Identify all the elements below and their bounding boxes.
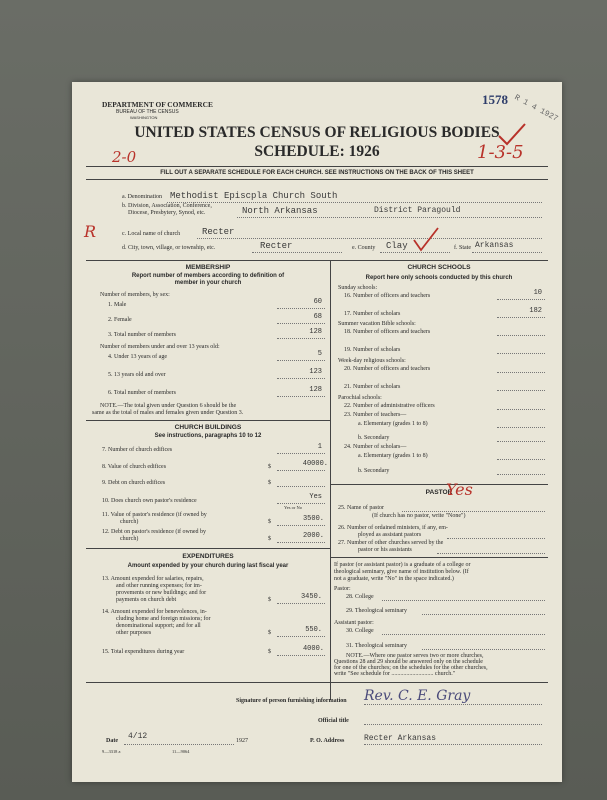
edifices-value: 1 bbox=[317, 443, 322, 451]
over-13-label: 5. 13 years old and over bbox=[108, 372, 166, 378]
buildings-title: CHURCH BUILDINGS bbox=[174, 424, 242, 431]
handwritten-left: 2-0 bbox=[112, 148, 137, 166]
edifice-value: 40000. bbox=[302, 460, 328, 468]
header-rule-2 bbox=[86, 179, 548, 180]
state-value: Arkansas bbox=[475, 241, 514, 250]
handwritten-yes: Yes bbox=[446, 480, 473, 499]
date-label: Date bbox=[106, 738, 118, 744]
county-value: Clay bbox=[386, 241, 408, 251]
pastor-title: PASTOR bbox=[425, 489, 453, 496]
bureau-label: BUREAU OF THE CENSUS bbox=[116, 109, 179, 115]
state-label: f. State bbox=[454, 245, 471, 251]
po-address-value: Recter Arkansas bbox=[364, 734, 437, 743]
total-members-2-value: 128 bbox=[309, 386, 322, 394]
form-title: UNITED STATES CENSUS OF RELIGIOUS BODIES bbox=[134, 124, 500, 141]
signature-value: Rev. C. E. Gray bbox=[364, 688, 471, 704]
received-stamp: R 1 4 1927 bbox=[512, 93, 560, 124]
male-value: 60 bbox=[313, 298, 322, 306]
instruction-line: FILL OUT A SEPARATE SCHEDULE FOR EACH CHURCH. SEE INSTRUCTIONS ON THE BACK OF THIS SHEET bbox=[160, 170, 474, 176]
local-name-label: c. Local name of church bbox=[122, 231, 181, 237]
local-name-value: Recter bbox=[202, 227, 235, 237]
census-schedule-document: DEPARTMENT OF COMMERCE BUREAU OF THE CENSUS WASHINGTON 1578 R 1 4 1927 UNITED STATES CENSUS OF RELIGIOUS BODIES SCHEDULE: 1926 2-0 1-3-5 FILL OUT A SEPARATE SCHEDULE FOR EACH CHURCH. SEE INSTRUCTIONS ON THE BACK OF THIS SHEET a. Denomination Methodist Episcpla Church South b. Division, Association, Conference, Diocese, Presbytery, Synod, etc. North Arkansas District Paragould R c. Local name of church Recter d. City, town, village, or township, etc. Recter e. County Clay f. State Arkansas MEMBERSHIP Report number of members according to definition of member in your church Number of members, by sex: 1. Male 60 2. Female 68 3. Total number of members 128 Number of members under and over 13 years old: 4. Under 13 years of age 5 5. 13 years old and over 123 6. Total number of members 128 NOTE.—The total given under Question 6 should be the same as the total of males and females given under Question 3. CHURCH BUILDINGS See instructions, paragraphs 10 to 12 7. Number of church edifices 1 8. Value of church edifices $ 40000. 9. Debt on church edifices $ 10. Does church own pastor's residence Yes Yes or No 11. Value of pastor's residence (if owned by church) $ 3500. 12. Debt on pastor's residence (if owned by church) $ 2000. EXPENDITURES Amount expended by your church during last fiscal year 13. Amount expended for salaries, repairs, and other running expenses; for im- provements or new buildings; and for payments on church debt $ 3450. 14. Amount expended for benevolences, in- cluding home and foreign missions; for denominational support; and for all other purposes $ 550. 15. Total expenditures during year $ 4000. CHURCH SCHOOLS Report here only schools conducted by this church Sunday schools: 16. Number of officers and teachers 10 17. Number of scholars 182 Summer vacation Bible schools: 18. Number of officers and teachers 19. Number of scholars Week-day religious schools: 20. Number of officers and teachers 21. Number of scholars Parochial schools: 22. Number of administrative officers 23. Number of teachers— a. Elementary (grades 1 to 8) b. Secondary 24. Number of scholars— a. Elementary (grades 1 to 8) b. Secondary PASTOR Yes 25. Name of pastor (If church has no pastor, write "None") 26. Number of ordained ministers, if any, em- ployed as assistant pastors 27. Number of other churches served by the pastor or his assistants If pastor (or assistant pastor) is a graduate of a college or theological seminary, give name of institution below. (If not a graduate, write "No" in the space indicated.) Pastor: 28. College 29. Theological seminary Assistant pastor: 30. College 31. Theological seminary NOTE.—Where one pastor serves two or more churches, Questions 28 and 29 should be answered only on the schedule for one of the churches; on the schedules for the other churches, write "See schedule for ............................ church." Signature of person furnishing information Rev. C. E. Gray Official title Date 4/12 1927 P. O. Address Recter Arkansas 9—3318 a 11—9064 bbox=[72, 82, 562, 782]
female-label: 2. Female bbox=[108, 317, 132, 323]
schedule-title: SCHEDULE: 1926 bbox=[254, 143, 380, 160]
running-expenses-value: 3450. bbox=[300, 593, 322, 601]
handwritten-right: 1-3-5 bbox=[477, 142, 524, 163]
county-label: e. County bbox=[352, 245, 376, 251]
form-code: 9—3318 a bbox=[102, 749, 121, 754]
date-value: 4/12 bbox=[128, 732, 148, 741]
city-label: d. City, town, village, or township, etc. bbox=[122, 245, 216, 251]
denomination-label: a. Denomination bbox=[122, 194, 162, 200]
dept-label: DEPARTMENT OF COMMERCE bbox=[102, 100, 213, 109]
district-value: District Paragould bbox=[374, 206, 461, 215]
total-members-label: 3. Total number of members bbox=[108, 332, 176, 338]
total-expenditures-value: 4000. bbox=[302, 645, 324, 653]
handwritten-r: R bbox=[84, 222, 97, 241]
membership-title: MEMBERSHIP bbox=[185, 264, 231, 271]
division-label: b. Division, Association, Conference, bbox=[122, 203, 212, 209]
city-value: Recter bbox=[260, 241, 293, 251]
residence-owned-value: Yes bbox=[309, 493, 322, 501]
official-title-label: Official title bbox=[318, 718, 349, 724]
under-13-value: 5 bbox=[317, 350, 322, 358]
total-members-2-label: 6. Total number of members bbox=[108, 390, 176, 396]
form-number: 1578 bbox=[482, 92, 508, 107]
residence-debt-value: 2000. bbox=[302, 532, 324, 540]
po-address-label: P. O. Address bbox=[310, 738, 345, 744]
year-label: 1927 bbox=[236, 738, 248, 744]
benevolences-value: 550. bbox=[305, 626, 322, 634]
division-label-2: Diocese, Presbytery, Synod, etc. bbox=[128, 210, 206, 216]
expenditures-title: EXPENDITURES bbox=[182, 553, 234, 560]
over-13-value: 123 bbox=[309, 368, 322, 376]
check-mark-icon bbox=[412, 226, 442, 252]
sunday-scholars-value: 182 bbox=[529, 307, 542, 315]
residence-value: 3500. bbox=[302, 515, 324, 523]
column-divider bbox=[330, 260, 331, 700]
signature-label: Signature of person furnishing information bbox=[236, 698, 347, 704]
check-mark-icon bbox=[497, 122, 527, 147]
division-value: North Arkansas bbox=[242, 206, 318, 216]
female-value: 68 bbox=[313, 313, 322, 321]
denomination-value: Methodist Episcpla Church South bbox=[170, 191, 338, 201]
male-label: 1. Male bbox=[108, 302, 127, 308]
sunday-teachers-value: 10 bbox=[533, 289, 542, 297]
header-rule bbox=[86, 166, 548, 167]
schools-title: CHURCH SCHOOLS bbox=[407, 264, 471, 271]
total-members-value: 128 bbox=[309, 328, 322, 336]
form-code-2: 11—9064 bbox=[172, 749, 190, 754]
washington-label: WASHINGTON bbox=[130, 115, 158, 120]
under-13-label: 4. Under 13 years of age bbox=[108, 354, 167, 360]
